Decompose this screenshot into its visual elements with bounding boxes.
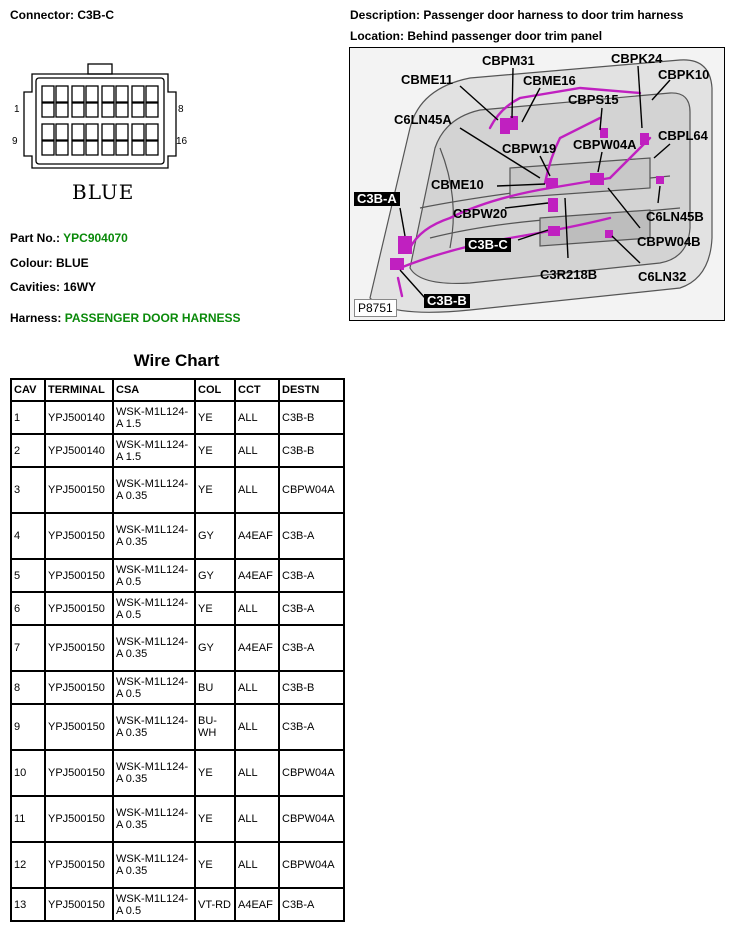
callout-c6ln45b: C6LN45B: [646, 209, 704, 224]
connector-label: Connector: C3B-C: [10, 8, 114, 22]
table-cell-destn: C3B-B: [279, 401, 344, 434]
callout-cbpm31: CBPM31: [482, 53, 535, 68]
table-row: [11, 671, 344, 704]
table-cell-cav: 10: [11, 750, 45, 796]
column-header-terminal: TERMINAL: [45, 379, 113, 401]
table-cell-cct: ALL: [235, 796, 279, 842]
callout-cbpw04a: CBPW04A: [573, 137, 637, 152]
table-cell-cav: 11: [11, 796, 45, 842]
column-header-csa: CSA: [113, 379, 195, 401]
table-row: [11, 704, 344, 750]
connector-cavity-lower: [132, 141, 144, 155]
table-cell-cav: 7: [11, 625, 45, 671]
table-cell-csa: WSK-M1L124-A 0.35: [113, 750, 195, 796]
wire-chart-table: [10, 378, 345, 922]
connector-cavity: [116, 86, 128, 102]
table-cell-col: YE: [195, 434, 235, 467]
table-cell-csa: WSK-M1L124-A 1.5: [113, 434, 195, 467]
table-cell-col: GY: [195, 625, 235, 671]
table-cell-col: BU: [195, 671, 235, 704]
table-cell-terminal: YPJ500150: [45, 513, 113, 559]
connector-cavity-lower: [146, 141, 158, 155]
table-cell-terminal: YPJ500150: [45, 796, 113, 842]
table-cell-terminal: YPJ500150: [45, 704, 113, 750]
table-cell-destn: C3B-A: [279, 625, 344, 671]
table-cell-col: YE: [195, 592, 235, 625]
table-cell-cct: ALL: [235, 842, 279, 888]
connector-cavity-lower: [102, 141, 114, 155]
table-cell-terminal: YPJ500140: [45, 434, 113, 467]
table-row: [11, 467, 344, 513]
table-row: [11, 796, 344, 842]
connector-cavity-lower: [132, 103, 144, 117]
table-row: [11, 842, 344, 888]
connector-cavity: [56, 86, 68, 102]
connector-cavity-lower: [56, 141, 68, 155]
table-cell-destn: C3B-A: [279, 888, 344, 921]
harness-label: Harness:: [10, 311, 62, 325]
part-number-label: Part No.:: [10, 231, 61, 245]
column-header-cct: CCT: [235, 379, 279, 401]
table-cell-destn: C3B-A: [279, 559, 344, 592]
part-number: [10, 231, 128, 245]
table-cell-terminal: YPJ500150: [45, 842, 113, 888]
table-row: [11, 559, 344, 592]
table-cell-col: YE: [195, 401, 235, 434]
table-cell-csa: WSK-M1L124-A 0.35: [113, 796, 195, 842]
cavities-label: Cavities: 16WY: [10, 280, 97, 294]
callout-cbpl64: CBPL64: [658, 128, 708, 143]
table-cell-csa: WSK-M1L124-A 0.5: [113, 671, 195, 704]
table-cell-csa: WSK-M1L124-A 0.35: [113, 704, 195, 750]
table-cell-cct: A4EAF: [235, 625, 279, 671]
connector-cavity: [42, 86, 54, 102]
connector-cavity: [132, 124, 144, 140]
table-cell-destn: C3B-A: [279, 513, 344, 559]
callout-cbme10: CBME10: [431, 177, 484, 192]
table-cell-cav: 8: [11, 671, 45, 704]
column-header-col: COL: [195, 379, 235, 401]
connector-cavity: [86, 86, 98, 102]
table-cell-terminal: YPJ500150: [45, 888, 113, 921]
table-cell-col: VT-RD: [195, 888, 235, 921]
table-cell-col: YE: [195, 796, 235, 842]
connector-cavity: [42, 124, 54, 140]
table-cell-cav: 1: [11, 401, 45, 434]
table-cell-destn: CBPW04A: [279, 467, 344, 513]
table-cell-col: BU-WH: [195, 704, 235, 750]
connector-cavity: [56, 124, 68, 140]
table-cell-cct: A4EAF: [235, 513, 279, 559]
callout-c6ln45a: C6LN45A: [394, 112, 452, 127]
table-cell-cct: ALL: [235, 434, 279, 467]
callout-cbme11: CBME11: [401, 72, 454, 87]
connector-cavity-lower: [72, 141, 84, 155]
table-cell-col: YE: [195, 842, 235, 888]
table-cell-csa: WSK-M1L124-A 0.35: [113, 625, 195, 671]
table-cell-csa: WSK-M1L124-A 1.5: [113, 401, 195, 434]
table-cell-terminal: YPJ500150: [45, 592, 113, 625]
connector-cavity-lower: [42, 103, 54, 117]
table-cell-terminal: YPJ500140: [45, 401, 113, 434]
connector-cavity-lower: [42, 141, 54, 155]
table-cell-terminal: YPJ500150: [45, 559, 113, 592]
callout-c3b-a: C3B-A: [354, 192, 400, 206]
table-cell-terminal: YPJ500150: [45, 750, 113, 796]
table-cell-csa: WSK-M1L124-A 0.5: [113, 592, 195, 625]
table-cell-terminal: YPJ500150: [45, 467, 113, 513]
table-cell-cct: ALL: [235, 671, 279, 704]
table-cell-cct: ALL: [235, 704, 279, 750]
wire-chart-title: Wire Chart: [133, 351, 220, 370]
part-number-value: YPC904070: [63, 231, 128, 245]
table-cell-cct: ALL: [235, 592, 279, 625]
table-cell-col: GY: [195, 559, 235, 592]
pin-label-8: 8: [178, 104, 184, 115]
connector-cavity: [146, 124, 158, 140]
table-row: [11, 750, 344, 796]
table-cell-cct: A4EAF: [235, 888, 279, 921]
connector-cavity-lower: [146, 103, 158, 117]
connector-cavity: [146, 86, 158, 102]
table-cell-cav: 9: [11, 704, 45, 750]
table-row: [11, 434, 344, 467]
table-cell-col: GY: [195, 513, 235, 559]
table-cell-cct: ALL: [235, 750, 279, 796]
table-cell-destn: CBPW04A: [279, 842, 344, 888]
connector-pinout-drawing: [10, 60, 200, 180]
callout-c6ln32: C6LN32: [638, 269, 687, 284]
connector-cavity-lower: [116, 141, 128, 155]
table-cell-cav: 13: [11, 888, 45, 921]
table-cell-csa: WSK-M1L124-A 0.35: [113, 513, 195, 559]
harness-value: PASSENGER DOOR HARNESS: [64, 311, 241, 325]
colour-label: Colour: BLUE: [10, 256, 89, 270]
connector-cavity: [116, 124, 128, 140]
table-cell-col: YE: [195, 467, 235, 513]
table-cell-csa: WSK-M1L124-A 0.5: [113, 559, 195, 592]
pin-label-9: 9: [12, 136, 18, 147]
table-cell-destn: C3B-A: [279, 592, 344, 625]
connector-cavity: [132, 86, 144, 102]
table-cell-cav: 6: [11, 592, 45, 625]
table-cell-destn: C3B-B: [279, 671, 344, 704]
table-cell-cct: A4EAF: [235, 559, 279, 592]
table-row: [11, 888, 344, 921]
callout-c3b-b: C3B-B: [424, 294, 470, 308]
door-location-diagram: [349, 47, 725, 321]
table-cell-destn: CBPW04A: [279, 796, 344, 842]
table-row: [11, 592, 344, 625]
table-cell-csa: WSK-M1L124-A 0.5: [113, 888, 195, 921]
column-header-destn: DESTN: [279, 379, 344, 401]
table-cell-destn: CBPW04A: [279, 750, 344, 796]
table-cell-cav: 12: [11, 842, 45, 888]
pin-label-16: 16: [176, 136, 188, 147]
callout-cbme16: CBME16: [523, 73, 576, 88]
description-label: Description: Passenger door harness to door trim harness: [350, 8, 684, 22]
callout-c3r218b: C3R218B: [540, 267, 598, 282]
table-cell-destn: C3B-B: [279, 434, 344, 467]
connector-cavity-lower: [102, 103, 114, 117]
callout-cbpk24: CBPK24: [611, 51, 663, 66]
table-cell-cav: 4: [11, 513, 45, 559]
table-row: [11, 401, 344, 434]
callout-cbpw19: CBPW19: [502, 141, 557, 156]
callout-cbps15: CBPS15: [568, 92, 619, 107]
table-cell-cct: ALL: [235, 401, 279, 434]
table-cell-cav: 5: [11, 559, 45, 592]
pin-label-1: 1: [14, 104, 20, 115]
connector-cavity: [102, 86, 114, 102]
callout-cbpw20: CBPW20: [453, 206, 508, 221]
table-cell-terminal: YPJ500150: [45, 625, 113, 671]
connector-cavity-lower: [86, 141, 98, 155]
table-row: [11, 625, 344, 671]
callout-cbpw04b: CBPW04B: [637, 234, 701, 249]
harness: [10, 311, 241, 325]
connector-cavity: [72, 124, 84, 140]
connector-cavity-lower: [72, 103, 84, 117]
table-cell-cav: 2: [11, 434, 45, 467]
table-cell-col: YE: [195, 750, 235, 796]
wire-chart-header-row: [11, 379, 344, 401]
callout-cbpk10: CBPK10: [658, 67, 710, 82]
connector-cavity: [72, 86, 84, 102]
connector-colour-caption: BLUE: [72, 180, 135, 204]
connector-cavity-lower: [116, 103, 128, 117]
callout-c3b-c: C3B-C: [465, 238, 511, 252]
connector-cavity: [102, 124, 114, 140]
table-row: [11, 513, 344, 559]
table-cell-destn: C3B-A: [279, 704, 344, 750]
location-label: Location: Behind passenger door trim panel: [350, 29, 603, 43]
table-cell-csa: WSK-M1L124-A 0.35: [113, 842, 195, 888]
connector-cavity: [86, 124, 98, 140]
column-header-cav: CAV: [11, 379, 45, 401]
table-cell-terminal: YPJ500150: [45, 671, 113, 704]
connector-cavity-lower: [56, 103, 68, 117]
table-cell-csa: WSK-M1L124-A 0.35: [113, 467, 195, 513]
diagram-reference-code: P8751: [354, 299, 397, 317]
table-cell-cav: 3: [11, 467, 45, 513]
connector-cavity-lower: [86, 103, 98, 117]
table-cell-cct: ALL: [235, 467, 279, 513]
